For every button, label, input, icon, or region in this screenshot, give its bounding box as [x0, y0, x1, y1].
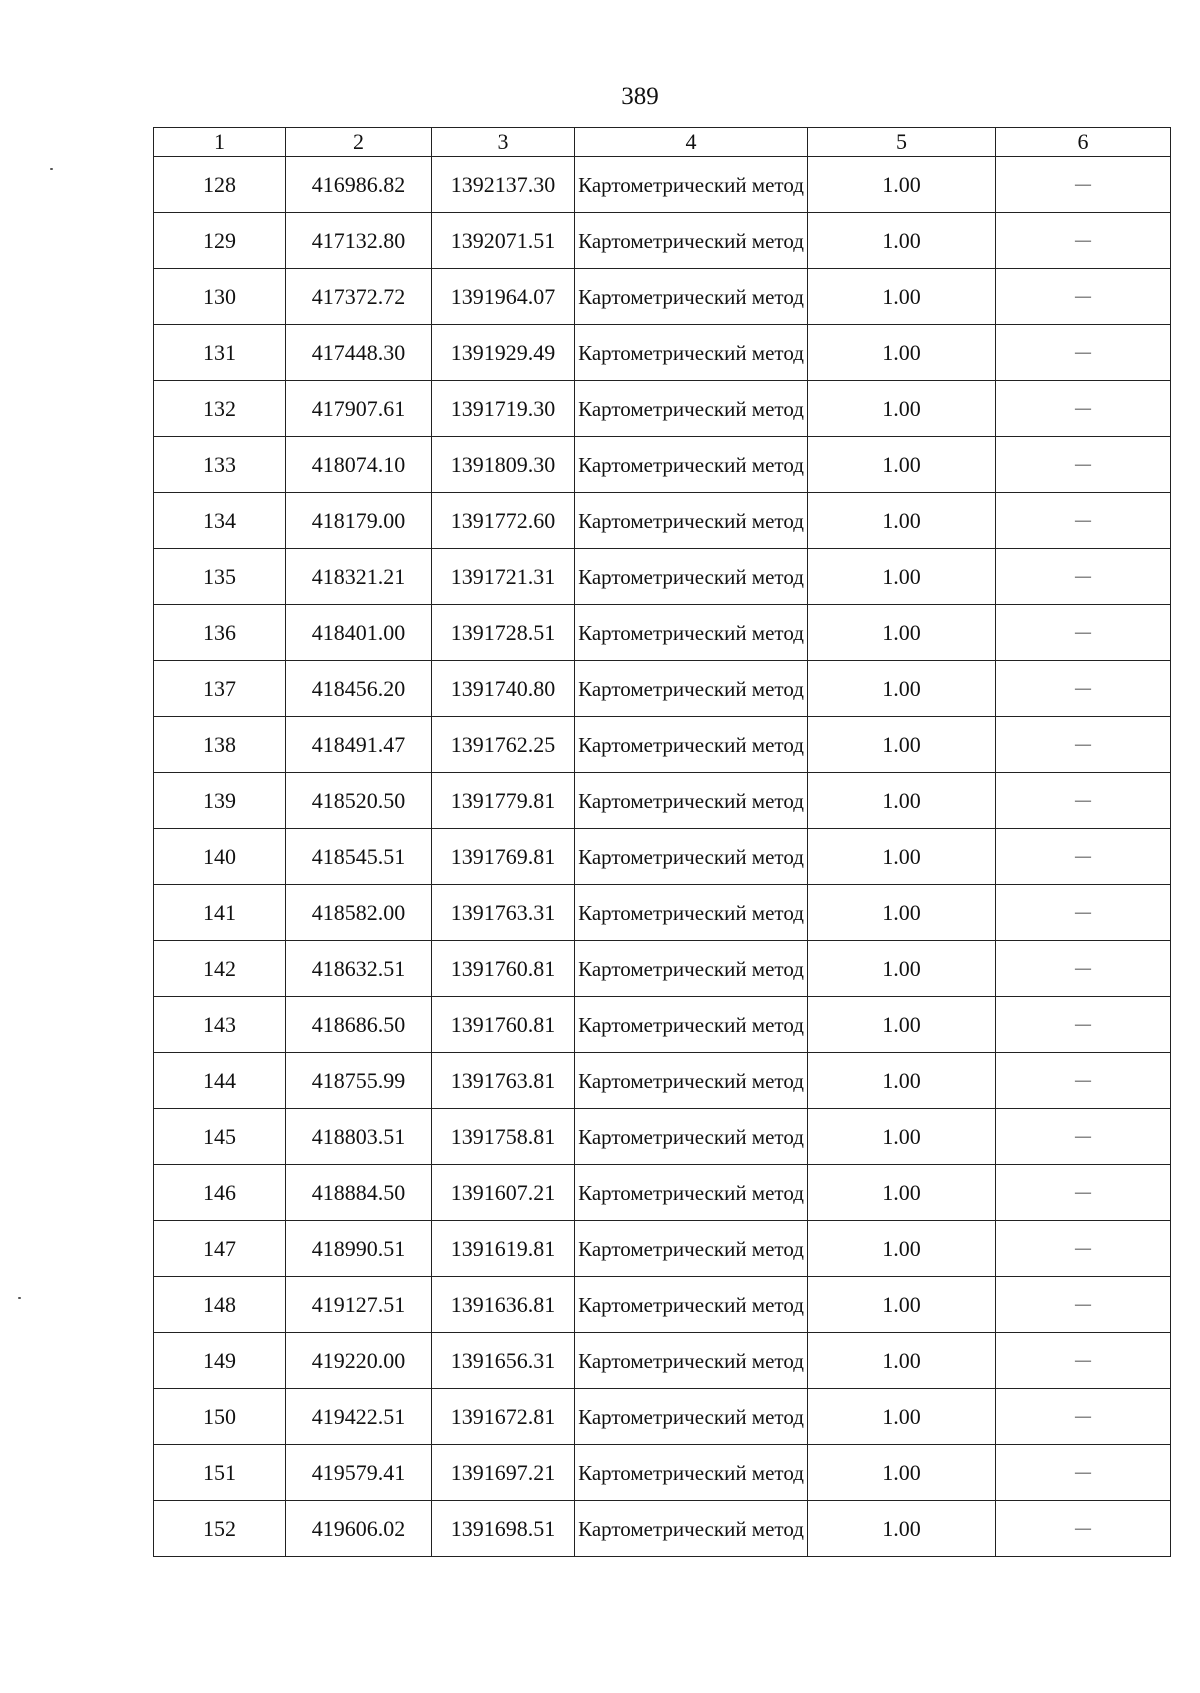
- cell-note: —: [996, 605, 1171, 661]
- cell-y-coordinate: 1391763.31: [432, 885, 575, 941]
- table-row: [154, 1053, 1171, 1109]
- cell-y-coordinate: 1391758.81: [432, 1109, 575, 1165]
- cell-method: Картометрический метод: [575, 773, 808, 829]
- table-header: [154, 128, 1171, 157]
- cell-y-coordinate: 1391607.21: [432, 1165, 575, 1221]
- cell-method: Картометрический метод: [575, 717, 808, 773]
- column-header-6: 6: [996, 128, 1171, 157]
- cell-note: —: [996, 829, 1171, 885]
- cell-point-number: 152: [154, 1501, 286, 1557]
- cell-note: —: [996, 549, 1171, 605]
- cell-accuracy: 1.00: [808, 1221, 996, 1277]
- cell-x-coordinate: 418803.51: [286, 1109, 432, 1165]
- cell-x-coordinate: 418990.51: [286, 1221, 432, 1277]
- cell-note: —: [996, 941, 1171, 997]
- cell-x-coordinate: 418755.99: [286, 1053, 432, 1109]
- cell-point-number: 137: [154, 661, 286, 717]
- cell-note: —: [996, 493, 1171, 549]
- cell-method: Картометрический метод: [575, 381, 808, 437]
- cell-accuracy: 1.00: [808, 213, 996, 269]
- cell-method: Картометрический метод: [575, 1445, 808, 1501]
- column-header-2: 2: [286, 128, 432, 157]
- cell-accuracy: 1.00: [808, 661, 996, 717]
- table-row: [154, 1165, 1171, 1221]
- cell-accuracy: 1.00: [808, 717, 996, 773]
- cell-method: Картометрический метод: [575, 605, 808, 661]
- cell-point-number: 134: [154, 493, 286, 549]
- cell-y-coordinate: 1391809.30: [432, 437, 575, 493]
- cell-accuracy: 1.00: [808, 157, 996, 213]
- cell-method: Картометрический метод: [575, 941, 808, 997]
- table-row: [154, 1277, 1171, 1333]
- cell-accuracy: 1.00: [808, 941, 996, 997]
- cell-y-coordinate: 1391656.31: [432, 1333, 575, 1389]
- cell-accuracy: 1.00: [808, 773, 996, 829]
- cell-note: —: [996, 1165, 1171, 1221]
- cell-accuracy: 1.00: [808, 549, 996, 605]
- table-row: [154, 605, 1171, 661]
- cell-point-number: 150: [154, 1389, 286, 1445]
- cell-x-coordinate: 419127.51: [286, 1277, 432, 1333]
- table-row: [154, 325, 1171, 381]
- cell-y-coordinate: 1391763.81: [432, 1053, 575, 1109]
- cell-y-coordinate: 1391760.81: [432, 997, 575, 1053]
- cell-accuracy: 1.00: [808, 1109, 996, 1165]
- cell-y-coordinate: 1391772.60: [432, 493, 575, 549]
- cell-x-coordinate: 418321.21: [286, 549, 432, 605]
- cell-x-coordinate: 419422.51: [286, 1389, 432, 1445]
- cell-point-number: 132: [154, 381, 286, 437]
- cell-method: Картометрический метод: [575, 437, 808, 493]
- table-row: [154, 997, 1171, 1053]
- column-header-5: 5: [808, 128, 996, 157]
- cell-point-number: 139: [154, 773, 286, 829]
- cell-y-coordinate: 1391929.49: [432, 325, 575, 381]
- table-row: [154, 493, 1171, 549]
- table-row: [154, 437, 1171, 493]
- cell-point-number: 136: [154, 605, 286, 661]
- cell-point-number: 138: [154, 717, 286, 773]
- table-row: [154, 829, 1171, 885]
- cell-point-number: 131: [154, 325, 286, 381]
- cell-accuracy: 1.00: [808, 437, 996, 493]
- cell-note: —: [996, 1389, 1171, 1445]
- cell-note: —: [996, 157, 1171, 213]
- cell-y-coordinate: 1391728.51: [432, 605, 575, 661]
- cell-method: Картометрический метод: [575, 1277, 808, 1333]
- cell-x-coordinate: 418545.51: [286, 829, 432, 885]
- cell-note: —: [996, 437, 1171, 493]
- scan-speck: [50, 168, 53, 170]
- cell-method: Картометрический метод: [575, 661, 808, 717]
- cell-method: Картометрический метод: [575, 1333, 808, 1389]
- cell-note: —: [996, 1277, 1171, 1333]
- column-header-4: 4: [575, 128, 808, 157]
- cell-accuracy: 1.00: [808, 1501, 996, 1557]
- cell-x-coordinate: 418179.00: [286, 493, 432, 549]
- cell-point-number: 145: [154, 1109, 286, 1165]
- cell-x-coordinate: 417132.80: [286, 213, 432, 269]
- cell-y-coordinate: 1391964.07: [432, 269, 575, 325]
- cell-note: —: [996, 1445, 1171, 1501]
- cell-method: Картометрический метод: [575, 885, 808, 941]
- cell-x-coordinate: 417448.30: [286, 325, 432, 381]
- cell-y-coordinate: 1391760.81: [432, 941, 575, 997]
- cell-x-coordinate: 418456.20: [286, 661, 432, 717]
- table-row: [154, 717, 1171, 773]
- cell-accuracy: 1.00: [808, 1165, 996, 1221]
- column-header-3: 3: [432, 128, 575, 157]
- table-row: [154, 661, 1171, 717]
- cell-accuracy: 1.00: [808, 1053, 996, 1109]
- cell-note: —: [996, 661, 1171, 717]
- cell-y-coordinate: 1391672.81: [432, 1389, 575, 1445]
- table-row: [154, 269, 1171, 325]
- cell-note: —: [996, 213, 1171, 269]
- cell-x-coordinate: 417372.72: [286, 269, 432, 325]
- cell-accuracy: 1.00: [808, 1277, 996, 1333]
- table-row: [154, 773, 1171, 829]
- cell-method: Картометрический метод: [575, 213, 808, 269]
- cell-point-number: 133: [154, 437, 286, 493]
- cell-note: —: [996, 773, 1171, 829]
- table-row: [154, 1445, 1171, 1501]
- cell-note: —: [996, 717, 1171, 773]
- cell-accuracy: 1.00: [808, 1445, 996, 1501]
- cell-note: —: [996, 1501, 1171, 1557]
- table-row: [154, 941, 1171, 997]
- cell-y-coordinate: 1391619.81: [432, 1221, 575, 1277]
- table-row: [154, 1221, 1171, 1277]
- cell-method: Картометрический метод: [575, 1501, 808, 1557]
- cell-point-number: 135: [154, 549, 286, 605]
- cell-accuracy: 1.00: [808, 493, 996, 549]
- cell-accuracy: 1.00: [808, 1333, 996, 1389]
- cell-note: —: [996, 1109, 1171, 1165]
- cell-y-coordinate: 1391762.25: [432, 717, 575, 773]
- table-row: [154, 885, 1171, 941]
- cell-y-coordinate: 1391636.81: [432, 1277, 575, 1333]
- cell-note: —: [996, 885, 1171, 941]
- cell-y-coordinate: 1391740.80: [432, 661, 575, 717]
- cell-point-number: 147: [154, 1221, 286, 1277]
- table-row: [154, 549, 1171, 605]
- cell-point-number: 149: [154, 1333, 286, 1389]
- page-number: 389: [621, 83, 659, 110]
- table-row: [154, 1389, 1171, 1445]
- cell-accuracy: 1.00: [808, 997, 996, 1053]
- cell-y-coordinate: 1391769.81: [432, 829, 575, 885]
- cell-method: Картометрический метод: [575, 325, 808, 381]
- cell-y-coordinate: 1391779.81: [432, 773, 575, 829]
- coordinates-table: [153, 127, 1171, 1557]
- cell-accuracy: 1.00: [808, 1389, 996, 1445]
- cell-x-coordinate: 418582.00: [286, 885, 432, 941]
- cell-note: —: [996, 269, 1171, 325]
- cell-point-number: 128: [154, 157, 286, 213]
- cell-y-coordinate: 1391697.21: [432, 1445, 575, 1501]
- cell-accuracy: 1.00: [808, 605, 996, 661]
- cell-method: Картометрический метод: [575, 493, 808, 549]
- cell-y-coordinate: 1392071.51: [432, 213, 575, 269]
- cell-accuracy: 1.00: [808, 829, 996, 885]
- cell-x-coordinate: 418401.00: [286, 605, 432, 661]
- table-row: [154, 381, 1171, 437]
- cell-method: Картометрический метод: [575, 1221, 808, 1277]
- cell-x-coordinate: 419579.41: [286, 1445, 432, 1501]
- cell-y-coordinate: 1391698.51: [432, 1501, 575, 1557]
- cell-note: —: [996, 325, 1171, 381]
- cell-method: Картометрический метод: [575, 1053, 808, 1109]
- header-row: [154, 128, 1171, 157]
- cell-y-coordinate: 1391721.31: [432, 549, 575, 605]
- cell-method: Картометрический метод: [575, 1109, 808, 1165]
- cell-point-number: 144: [154, 1053, 286, 1109]
- cell-method: Картометрический метод: [575, 1165, 808, 1221]
- cell-point-number: 148: [154, 1277, 286, 1333]
- cell-y-coordinate: 1391719.30: [432, 381, 575, 437]
- cell-note: —: [996, 1333, 1171, 1389]
- cell-x-coordinate: 418632.51: [286, 941, 432, 997]
- cell-accuracy: 1.00: [808, 325, 996, 381]
- cell-point-number: 130: [154, 269, 286, 325]
- cell-point-number: 146: [154, 1165, 286, 1221]
- table-row: [154, 1501, 1171, 1557]
- cell-x-coordinate: 418491.47: [286, 717, 432, 773]
- cell-method: Картометрический метод: [575, 1389, 808, 1445]
- cell-accuracy: 1.00: [808, 269, 996, 325]
- cell-method: Картометрический метод: [575, 157, 808, 213]
- cell-x-coordinate: 418520.50: [286, 773, 432, 829]
- cell-point-number: 140: [154, 829, 286, 885]
- cell-method: Картометрический метод: [575, 997, 808, 1053]
- cell-y-coordinate: 1392137.30: [432, 157, 575, 213]
- cell-x-coordinate: 418074.10: [286, 437, 432, 493]
- cell-method: Картометрический метод: [575, 829, 808, 885]
- cell-note: —: [996, 997, 1171, 1053]
- table-row: [154, 157, 1171, 213]
- cell-x-coordinate: 418884.50: [286, 1165, 432, 1221]
- cell-point-number: 151: [154, 1445, 286, 1501]
- cell-method: Картометрический метод: [575, 269, 808, 325]
- cell-x-coordinate: 419606.02: [286, 1501, 432, 1557]
- cell-x-coordinate: 416986.82: [286, 157, 432, 213]
- scan-speck: [18, 1297, 21, 1299]
- cell-point-number: 141: [154, 885, 286, 941]
- cell-accuracy: 1.00: [808, 381, 996, 437]
- cell-point-number: 142: [154, 941, 286, 997]
- cell-x-coordinate: 417907.61: [286, 381, 432, 437]
- cell-note: —: [996, 381, 1171, 437]
- cell-note: —: [996, 1053, 1171, 1109]
- table-body: [154, 157, 1171, 1557]
- cell-x-coordinate: 419220.00: [286, 1333, 432, 1389]
- cell-accuracy: 1.00: [808, 885, 996, 941]
- table-row: [154, 1109, 1171, 1165]
- cell-point-number: 129: [154, 213, 286, 269]
- cell-point-number: 143: [154, 997, 286, 1053]
- cell-method: Картометрический метод: [575, 549, 808, 605]
- cell-x-coordinate: 418686.50: [286, 997, 432, 1053]
- table-row: [154, 213, 1171, 269]
- table-row: [154, 1333, 1171, 1389]
- cell-note: —: [996, 1221, 1171, 1277]
- column-header-1: 1: [154, 128, 286, 157]
